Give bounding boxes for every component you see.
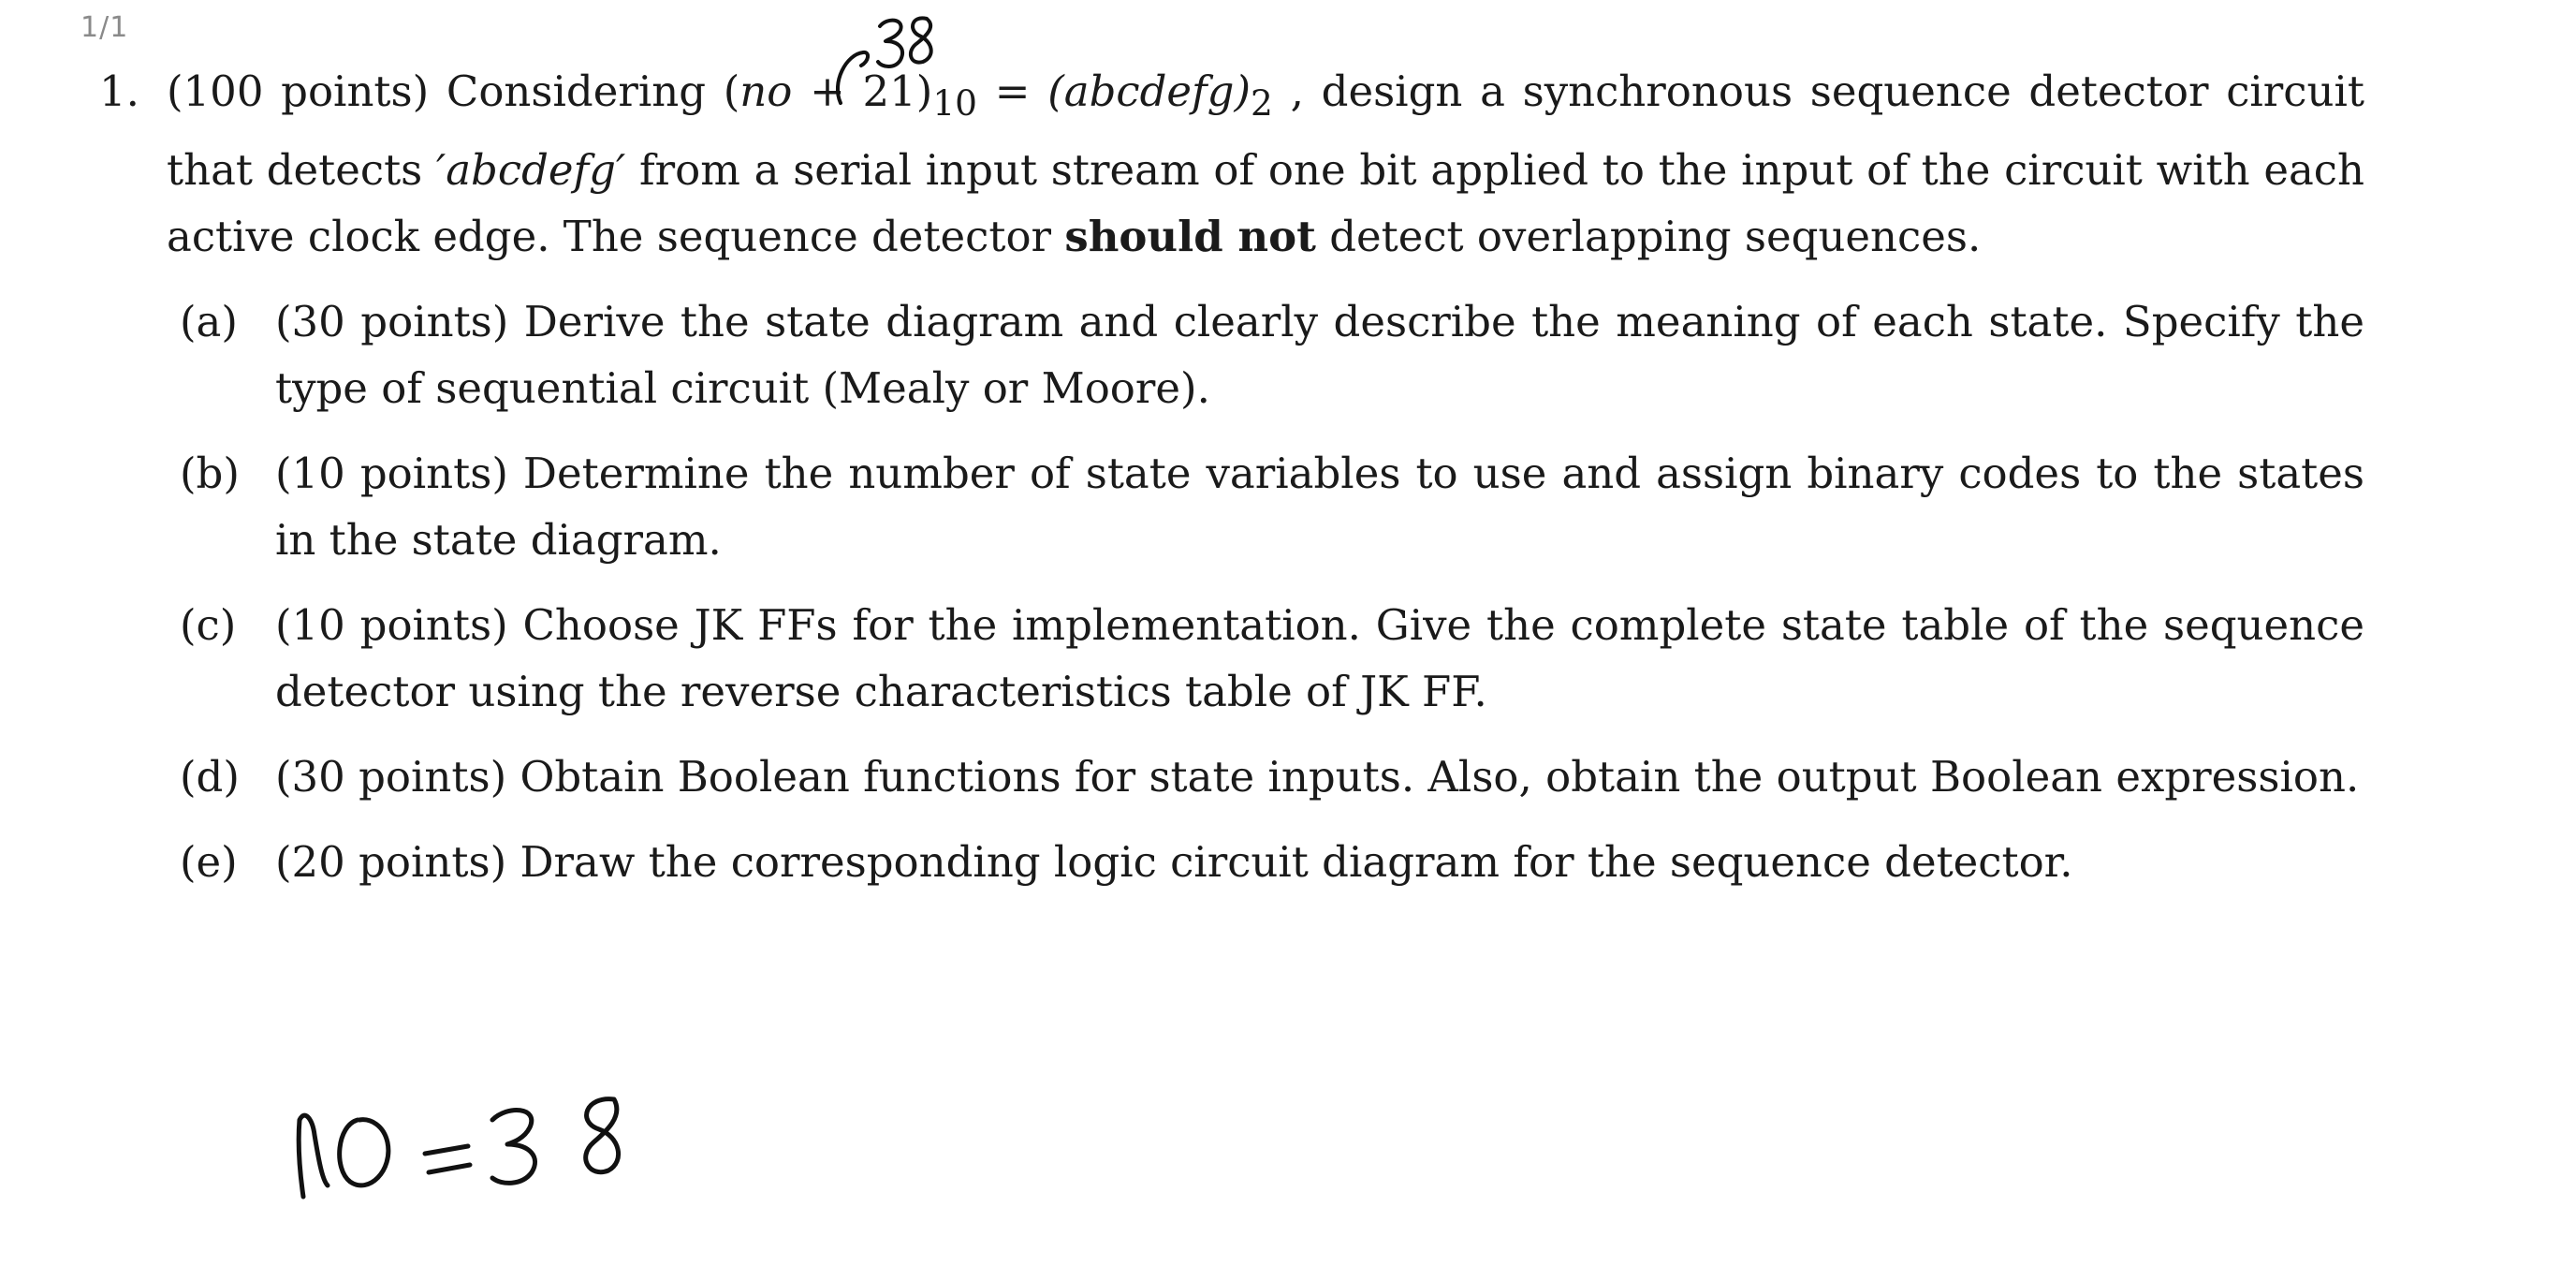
- part-text: Obtain Boolean functions for state inputs. Also, obtain the output Boolean expression.: [520, 752, 2360, 802]
- part-points: (30 points): [275, 297, 509, 346]
- part-points: (20 points): [275, 837, 507, 887]
- formula-equals: =: [977, 66, 1048, 116]
- part-letter: (e): [180, 837, 238, 887]
- problem-emphasis: should not: [1064, 212, 1316, 261]
- part-c: [180, 592, 2364, 725]
- part-text: Draw the corresponding logic circuit diagram for the sequence detector.: [520, 837, 2073, 887]
- formula-lhs-open: (: [723, 66, 740, 116]
- problem-parts: [99, 288, 2364, 895]
- part-letter: (a): [180, 297, 238, 346]
- part-letter: (d): [180, 752, 240, 802]
- part-points: (30 points): [275, 752, 507, 802]
- formula-lhs-plus: + 21): [792, 66, 933, 116]
- part-letter: (c): [180, 600, 237, 650]
- formula-lhs-var: no: [739, 66, 793, 116]
- problem-text-middle: from a serial input stream of one bit applied to the input of the circuit with each active clock edge. The sequence detector: [167, 145, 2364, 261]
- problem-text-end: detect overlapping sequences.: [1315, 212, 1982, 261]
- problem-sequence-literal: ′abcdefg′: [436, 145, 626, 195]
- problem-points: (100 points): [167, 66, 430, 116]
- document-body: [99, 58, 2364, 914]
- formula-lhs-base: 10: [932, 82, 978, 124]
- problem-1: [99, 58, 2364, 270]
- problem-text-after-formula: , design a synchronous sequence detector circuit that detects: [167, 66, 2364, 195]
- part-e: [180, 829, 2364, 895]
- part-text: Derive the state diagram and clearly describe the meaning of each state. Specify the type of sequential circuit (Mealy or Moore).: [275, 297, 2364, 413]
- part-d: [180, 743, 2364, 810]
- handwritten-bottom-note: [285, 1067, 640, 1208]
- part-text: Choose JK FFs for the implementation. Give the complete state table of the sequence detector using the reverse characteristics table of JK FF.: [275, 600, 2364, 716]
- problem-number: 1.: [99, 66, 139, 116]
- part-text: Determine the number of state variables to use and assign binary codes to the states in the state diagram.: [275, 449, 2364, 565]
- formula-rhs-body: (abcdefg): [1047, 66, 1251, 116]
- part-b: [180, 440, 2364, 573]
- part-points: (10 points): [275, 600, 508, 650]
- page-indicator: 1/1: [80, 11, 129, 44]
- formula-rhs-base: 2: [1251, 82, 1273, 124]
- handwritten-top-annotation: [796, 6, 945, 118]
- problem-intro-word: Considering: [446, 66, 707, 116]
- part-points: (10 points): [275, 449, 508, 498]
- part-a: [180, 288, 2364, 421]
- part-letter: (b): [180, 449, 240, 498]
